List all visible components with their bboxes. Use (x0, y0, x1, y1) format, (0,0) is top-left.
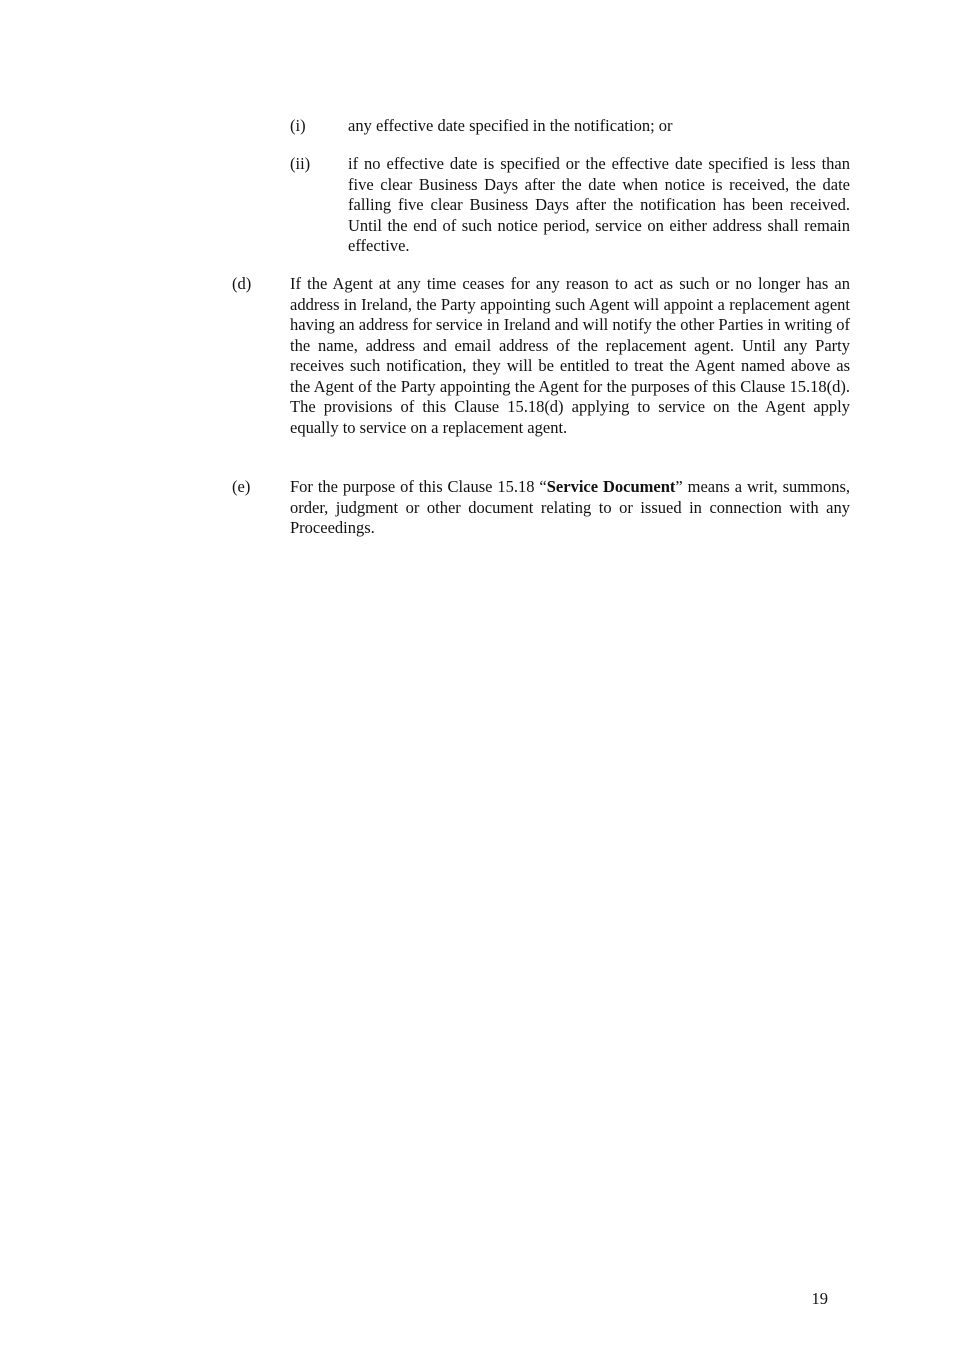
clause-text-start: For the purpose of this Clause 15.18 “ (290, 477, 547, 496)
sub-clause-label: (i) (290, 116, 306, 135)
clause-label: (e) (232, 477, 251, 496)
clause-label: (d) (232, 274, 252, 293)
page-number: 19 (811, 1289, 828, 1308)
sub-clause-text: any effective date specified in the notification; or (348, 116, 673, 135)
sub-clause-text: if no effective date is specified or the effective date specified is less than five clear Business Days after the date when notice is received, the date falling five clear Business Days after the notification has been received. Until the end of such notice period, service on either address shall remain effective. (348, 154, 850, 255)
clause-text-end: ” means a writ, summons, order, judgment or other document relating to or issued in connection with any Proceedings. (290, 477, 850, 537)
sub-clause-label: (ii) (290, 154, 311, 173)
defined-term: Service Document (546, 477, 676, 496)
clause-text (290, 477, 850, 539)
clause-text: If the Agent at any time ceases for any reason to act as such or no longer has an address in Ireland, the Party appointing such Agent will appoint a replacement agent having an address for service in Ireland and will notify the other Parties in writing of the name, address and email address of the replacement agent. Until any Party receives such notification, they will be entitled to treat the Agent named above as the Agent of the Party appointing the Agent for the purposes of this Clause 15.18(d). The provisions of this Clause 15.18(d) applying to service on the Agent apply equally to service on a replacement agent. (290, 274, 850, 437)
